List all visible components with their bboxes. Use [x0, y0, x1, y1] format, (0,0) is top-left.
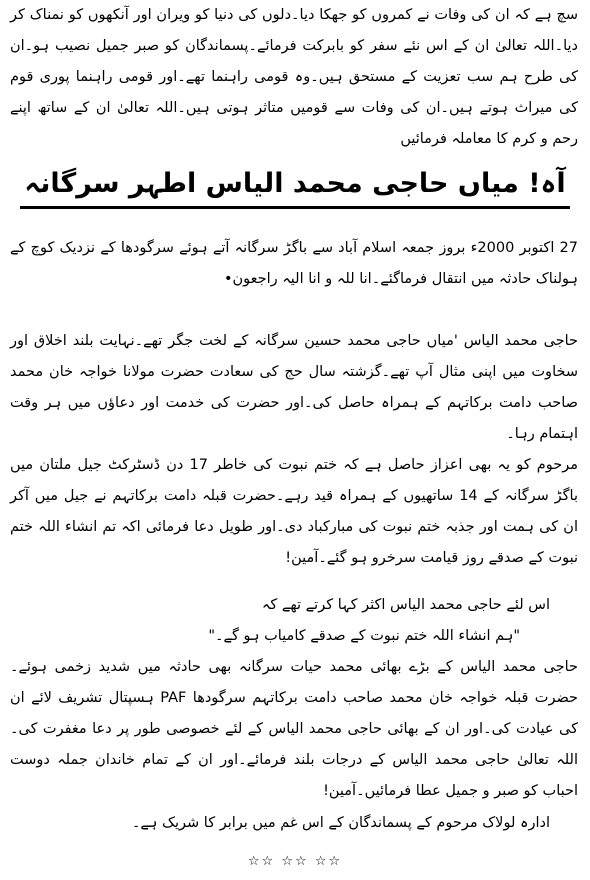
closing-line: ادارہ لولاک مرحوم کے پسماندگان کے اس غم میں برابر کا شریک ہے۔ — [131, 815, 550, 831]
quote-line: "ہم انشاء اللہ ختم نبوت کے صدقے کامیاب ہو گے۔" — [208, 628, 520, 644]
bio-paragraph: حاجی محمد الیاس 'میاں حاجی محمد حسین سرگانہ کے لخت جگر تھے۔نہایت بلند اخلاق اور سخاوت میں اپنی مثال آپ تھے۔گزشتہ سال حج کی سعادت حضرت مولانا خواجہ خان محمد صاحب دامت برکاتہم کے ہمراہ حاصل کی۔اور حضرت کی خدمت اور دعاؤں میں ہر وقت اہتمام رہا۔ — [10, 333, 578, 442]
title-block — [0, 164, 590, 209]
quote-intro-line: اس لئے حاجی محمد الیاس اکثر کہا کرتے تھے کہ — [261, 597, 550, 613]
footer-star-ornament: ☆☆ ☆☆ ☆☆ — [247, 854, 343, 869]
honor-paragraph: مرحوم کو یہ بھی اعزاز حاصل ہے کہ ختم نبوت کی خاطر 17 دن ڈسٹرکٹ جیل ملتان میں باگڑ سرگانہ کے 14 ساتھیوں کے ہمراہ قید رہے۔حضرت قبلہ دامت برکاتہم نے جیل میں آکر ان کی ہمت اور جذبہ ختم نبوت کی مبارکباد دی۔اور طویل دعا فرمائی اکہ تم انشاء اللہ ختم نبوت کے صدقے روز قیامت سرخرو ہو گئے۔آمین! — [10, 457, 578, 566]
news-paragraph: 27 اکتوبر 2000ء بروز جمعہ اسلام آباد سے باگڑ سرگانہ آتے ہوئے سرگودھا کے نزدیک کوچ کے ہولناک حادثہ میں انتقال فرماگئے۔انا للہ و انا الیہ راجعون• — [10, 240, 578, 287]
article-title: آہ! میاں حاجی محمد الیاس اطہر سرگانہ — [20, 164, 569, 209]
accident-paragraph: حاجی محمد الیاس کے بڑے بھائی محمد حیات سرگانہ بھی حادثہ میں شدید زخمی ہوئے۔حضرت قبلہ خواجہ خان محمد صاحب دامت برکاتہم سرگودھا PAF ہسپتال تشریف لائے ان کی عیادت کی۔اور ان کے بھائی حاجی محمد الیاس کے لئے خصوصی طور پر دعا مغفرت کی۔اللہ تعالیٰ حاجی محمد الیاس کے درجات بلند فرمائے۔اور ان کے تمام خاندان جملہ دوست احباب کو صبر و جمیل عطا فرمائیں۔آمین! — [10, 659, 578, 799]
intro-paragraph: سچ ہے کہ ان کی وفات نے کمروں کو جھکا دیا۔دلوں کی دنیا کو ویران اور آنکھوں کو نمناک کر دیا۔اللہ تعالیٰ ان کے اس نئے سفر کو بابرکت فرمائے۔پسماندگان کو صبر جمیل نصیب ہو۔ان کی طرح ہم سب تعزیت کے مستحق ہیں۔وہ قومی راہنما تھے۔اور قومی راہنما پوری قوم کی میراث ہوتے ہیں۔ان کی وفات سے قومیں متاثر ہوتی ہیں۔اللہ تعالیٰ ان کے ساتھ اپنے رحم و کرم کا معاملہ فرمائیں — [10, 7, 578, 147]
